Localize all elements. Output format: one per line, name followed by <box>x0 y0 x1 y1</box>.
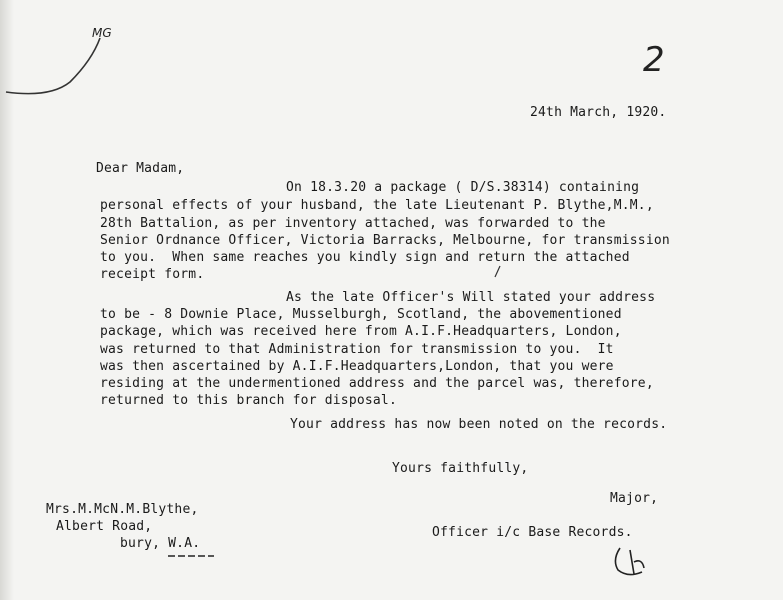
paragraph-2-line: package, which was received here from A.I.F.Headquarters, London, <box>100 324 622 339</box>
paragraph-1-line: to you. When same reaches you kindly sign and return the attached <box>100 250 630 265</box>
paragraph-2-line: residing at the undermentioned address and the parcel was, therefore, <box>100 376 654 391</box>
paragraph-2-line: returned to this branch for disposal. <box>100 393 397 408</box>
signer-rank: Major, <box>610 491 659 506</box>
signer-title: Officer i/c Base Records. <box>432 525 633 540</box>
paragraph-1-line: personal effects of your husband, the late Lieutenant P. Blythe,M.M., <box>100 198 654 213</box>
paragraph-1-line: Senior Ordnance Officer, Victoria Barracks, Melbourne, for transmission <box>100 233 670 248</box>
addressee-line: bury, W.A. <box>120 536 201 551</box>
pen-stroke-icon <box>0 30 120 110</box>
paragraph-1-line: receipt form. <box>100 267 205 282</box>
paragraph-3: Your address has now been noted on the records. <box>290 417 668 432</box>
paragraph-2-line: As the late Officer's Will stated your address <box>286 290 656 305</box>
underline-mark <box>168 553 218 559</box>
paragraph-2-line: was returned to that Administration for transmission to you. It <box>100 342 614 357</box>
addressee-line: Albert Road, <box>56 519 153 534</box>
paragraph-2-line: was then ascertained by A.I.F.Headquarters,London, that you were <box>100 359 614 374</box>
closing: Yours faithfully, <box>392 461 529 476</box>
letter-date: 24th March, 1920. <box>530 105 667 120</box>
paragraph-2-line: to be - 8 Downie Place, Musselburgh, Scotland, the abovementioned <box>100 307 622 322</box>
salutation: Dear Madam, <box>96 161 185 176</box>
tick-mark-icon <box>492 265 504 279</box>
signature-flourish-icon <box>608 538 658 584</box>
handwritten-page-mark: 2 <box>643 40 665 80</box>
addressee-line: Mrs.M.McN.M.Blythe, <box>46 502 199 517</box>
handwritten-initials: MG <box>92 26 112 40</box>
paragraph-1-line: On 18.3.20 a package ( D/S.38314) containing <box>286 180 640 195</box>
paragraph-1-line: 28th Battalion, as per inventory attached, was forwarded to the <box>100 216 606 231</box>
